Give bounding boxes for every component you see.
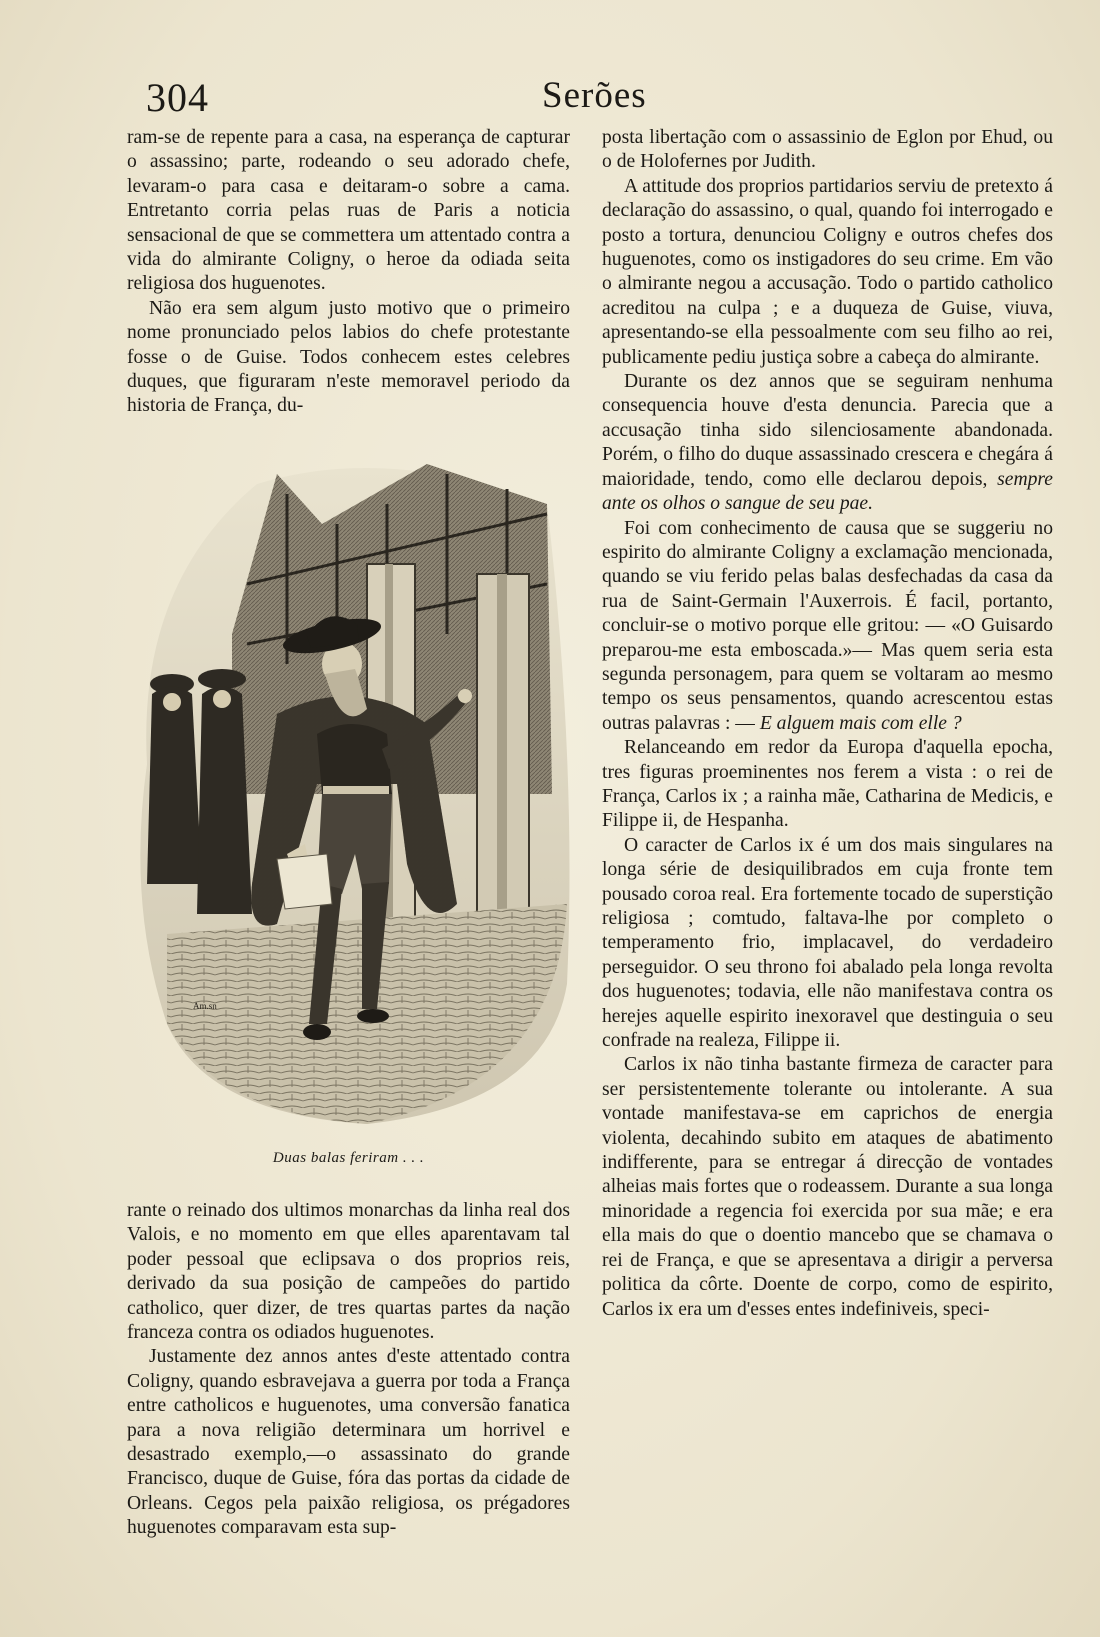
page-number: 304 <box>146 75 209 120</box>
paragraph <box>602 370 1053 516</box>
left-column-top <box>127 126 570 419</box>
artist-signature: Am.sn <box>193 1001 217 1011</box>
paragraph: Não era sem algum justo motivo que o primeiro nome pronunciado pelos labios do chefe protestante fosse o de Guise. Todos conhecem estes celebres duques, que figuraram n'este memoravel periodo da historia de França, du- <box>127 297 570 417</box>
paragraph: Relanceando em redor da Europa d'aquella epocha, tres figuras proeminentes nos ferem a vista : o rei de França, Carlos ix ; a rainha mãe, Catharina de Medicis, e Filippe ii, de Hespanha. <box>602 737 1053 832</box>
figure-caption: Duas balas feriram . . . <box>272 1150 425 1166</box>
italic-phrase: sempre ante os olhos o sangue de seu pae. <box>602 468 1053 515</box>
paragraph: A attitude dos proprios partidarios serviu de pretexto á declaração do assassino, o qual, quando foi interrogado e posto a tortura, denunciou Coligny e outros chefes dos huguenotes, como os instigadores do seu crime. Em vão o almirante negou a accusação. Todo o partido catholico acreditou na culpa ; e a duqueza de Guise, viuva, apresentando-se ella pessoalmente com seu filho ao rei, publicamente pediu justiça sobre a cabeça do almirante. <box>602 175 1053 368</box>
paragraph <box>602 517 1053 737</box>
paragraph: rante o reinado dos ultimos monarchas da linha real dos Valois, e no momento em que elles aparentavam tal poder pessoal que eclipsava o dos proprios reis, derivado da sua posição de campeões do partido catholico, quer dizer, de tres quartas partes da nação franceza contra os odiados huguenotes. <box>127 1200 570 1344</box>
paragraph: O caracter de Carlos ix é um dos mais singulares na longa série de desiquilibrados em cuja fronte tem pousado coroa real. Era fortemente tocado de superstição religiosa ; comtudo, faltava-lhe por completo o temperamento frio, implacavel, do verdadeiro perseguidor. O seu throno foi abalado pela longa revolta dos huguenotes; todavia, elle não manifestava contra os herejes aquelle espirito inexoravel que destinguia o seu confrade na realeza, Filippe ii. <box>602 834 1053 1052</box>
right-column <box>602 126 1053 1322</box>
engraving-illustration <box>127 464 570 1140</box>
paragraph-text: Durante os dez annos que se seguiram nenhuma consequencia houve d'esta denuncia. Parecia que a accusação tinha sido silenciosamente abandonada. Porém, o filho do duque assassinado crescera e chegára á maioridade, tendo, como elle declarou depois, <box>602 371 1053 490</box>
paragraph: Justamente dez annos antes d'este attentado contra Coligny, quando esbravejava a guerra por toda a França entre catholicos e huguenotes, uma conversão fanatica para a nova religião determinara um horrivel e desastrado exemplo,—o assassinato do grande Francisco, duque de Guise, fóra das portas da cidade de Orleans. Cegos pela paixão religiosa, os prégadores huguenotes comparavam esta sup- <box>127 1346 570 1539</box>
paragraph: Carlos ix não tinha bastante firmeza de caracter para ser persistentemente tolerante ou intolerante. A sua vontade manifestava-se em caprichos de energia violenta, decahindo subito em ataques de abatimento indifferente, para se entregar á direcção de vontades alheias mais fortes que o rodeassem. Durante a sua longa minoridade a regencia foi exercida por sua mãe; e era ella mais do que o doentio mancebo que se chamava o rei de França, e que se apresentava a dirigir a perversa politica da côrte. Doente de corpo, como de espirito, Carlos ix era um d'esses entes indefiniveis, speci- <box>602 1054 1053 1320</box>
left-column-bottom <box>127 1199 570 1541</box>
running-head-title: Serões <box>542 75 647 116</box>
italic-phrase: E alguem mais com elle ? <box>759 712 962 734</box>
paragraph-text: Foi com conhecimento de causa que se suggeriu no espirito do almirante Coligny a exclamação mencionada, quando se viu ferido pelas balas desfechadas da casa da rua de Saint-Germain l'Auxerrois. É facil, portanto, concluir-se o motivo porque elle gritou: — «O Guisardo preparou-me esta emboscada.»— Mas quem seria esta segunda personagem, para quem se voltaram ao mesmo tempo os seus pensamentos, quando acrescentou estas outras palavras : — <box>602 517 1053 734</box>
illustration <box>127 464 570 1140</box>
paragraph: posta libertação com o assassinio de Eglon por Ehud, ou o de Holofernes por Judith. <box>602 127 1053 173</box>
paragraph: ram-se de repente para a casa, na esperança de capturar o assassino; parte, rodeando o seu adorado chefe, levaram-o para casa e deitaram-o sobre a cama. Entretanto corria pelas ruas de Paris a noticia sensacional de que se commettera um attentado contra a vida do almirante Coligny, o heroe da odiada seita religiosa dos huguenotes. <box>127 127 570 295</box>
